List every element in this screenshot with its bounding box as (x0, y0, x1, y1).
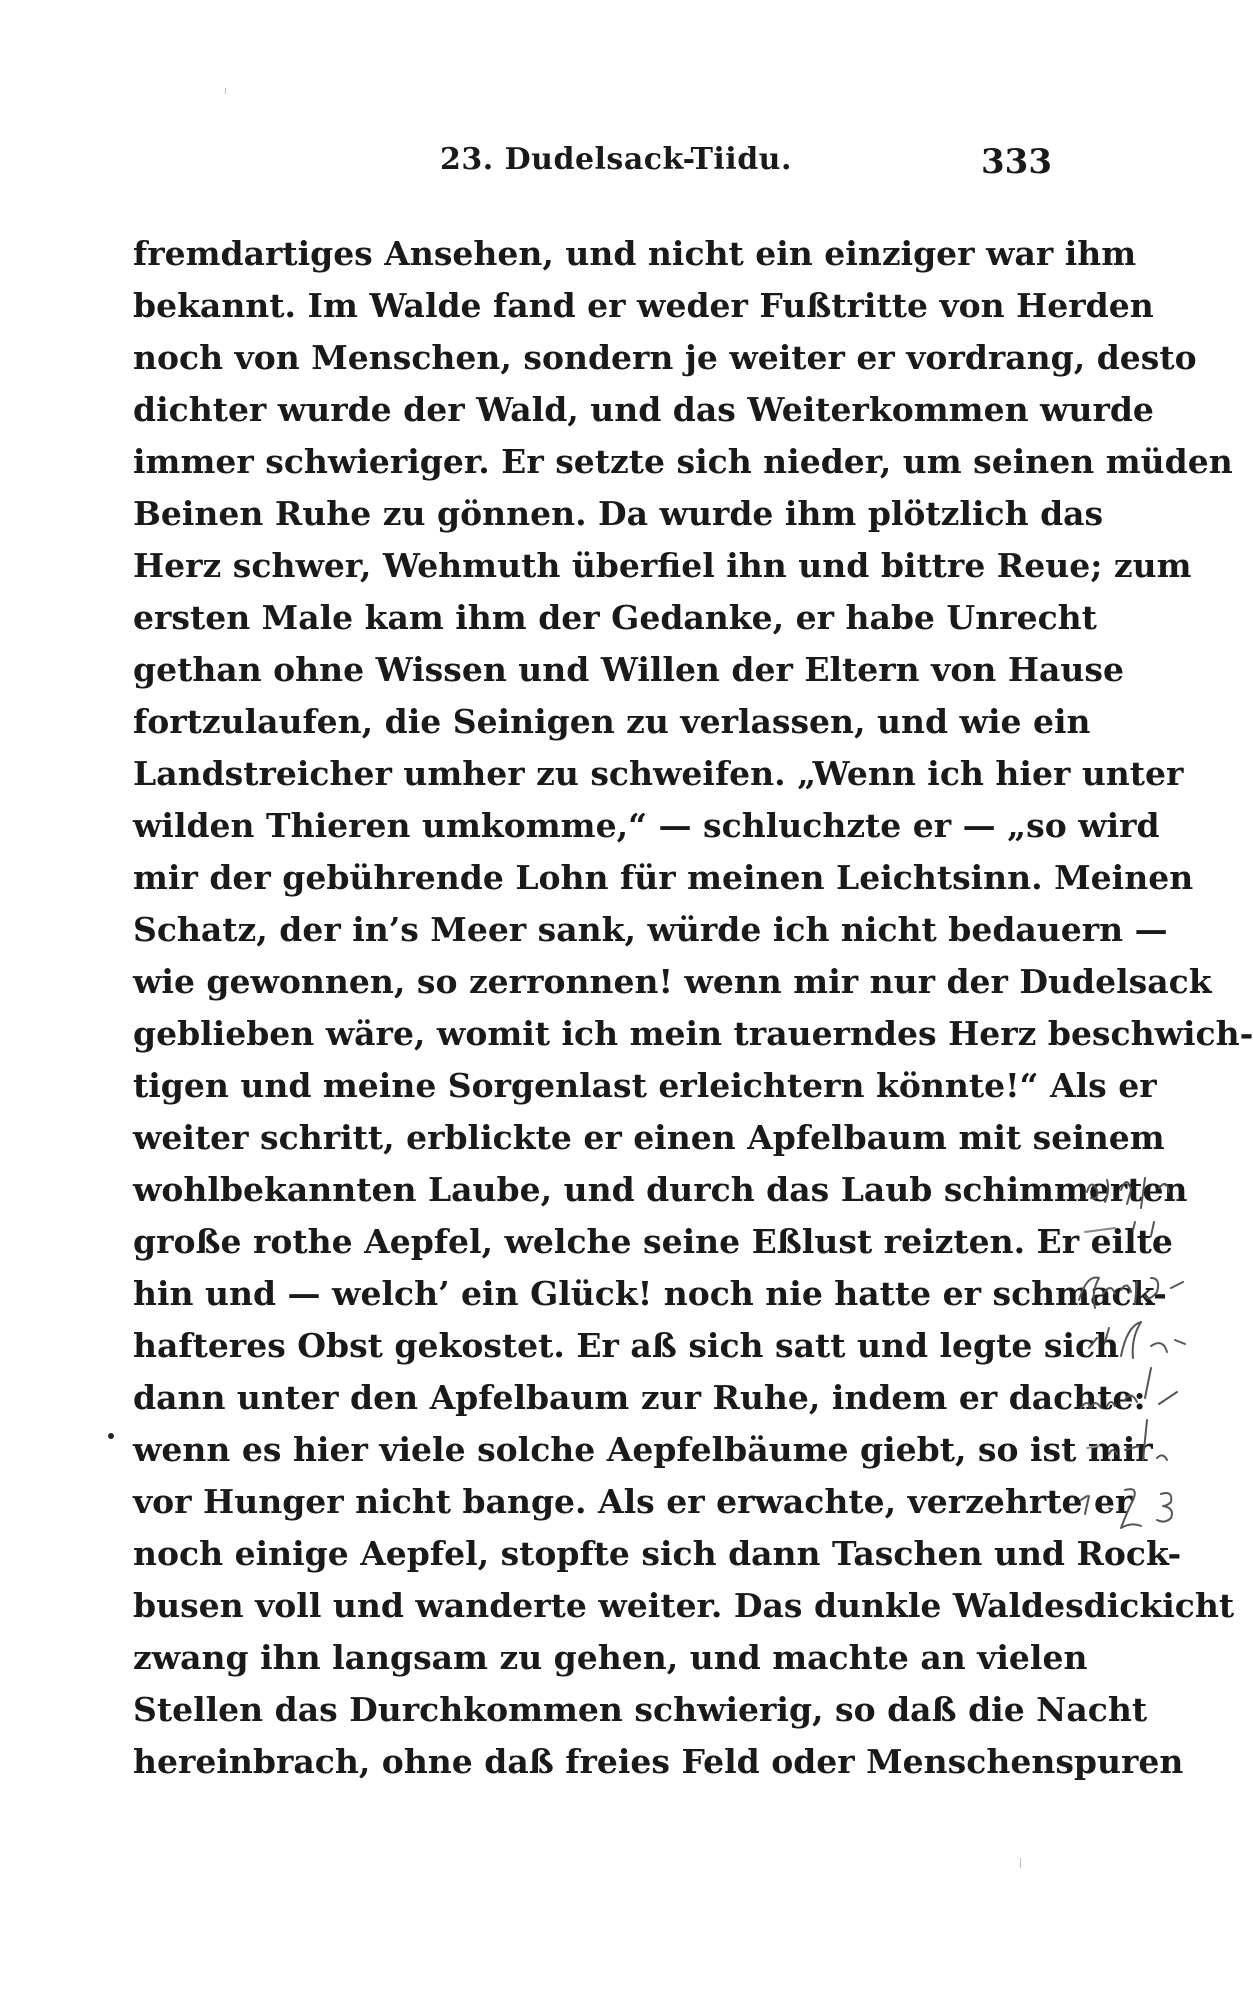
text-line: noch von Menschen, sondern je weiter er vordrang, desto (133, 338, 1197, 377)
text-line: bekannt. Im Walde fand er weder Fußtritte von Herden (133, 286, 1154, 325)
text-line: hin und — welch’ ein Glück! noch nie hatte er schmack- (133, 1274, 1167, 1313)
body-text (133, 228, 1253, 1788)
scan-speck (1020, 1858, 1021, 1868)
text-line: wilden Thieren umkomme,“ — schluchzte er — „so wird (133, 806, 1160, 845)
text-line: fremdartiges Ansehen, und nicht ein einziger war ihm (133, 234, 1137, 273)
scan-speck (225, 88, 226, 94)
page-number: 333 (981, 142, 1052, 182)
text-line: wohlbekannten Laube, und durch das Laub schimmerten (133, 1170, 1188, 1209)
text-line: Stellen das Durchkommen schwierig, so daß die Nacht (133, 1690, 1148, 1729)
chapter-title: 23. Dudelsack-Tiidu. (440, 142, 792, 177)
text-line: dann unter den Apfelbaum zur Ruhe, indem er dachte: (133, 1378, 1146, 1417)
text-line: Landstreicher umher zu schweifen. „Wenn ich hier unter (133, 754, 1184, 793)
text-line: wenn es hier viele solche Aepfelbäume giebt, so ist mir (133, 1430, 1153, 1469)
text-line: immer schwieriger. Er setzte sich nieder, um seinen müden (133, 442, 1233, 481)
text-line: Schatz, der in’s Meer sank, würde ich nicht bedauern — (133, 910, 1168, 949)
handwritten-annotation (1075, 1170, 1192, 1550)
text-line: weiter schritt, erblickte er einen Apfelbaum mit seinem (133, 1118, 1165, 1157)
text-line: noch einige Aepfel, stopfte sich dann Taschen und Rock- (133, 1534, 1182, 1573)
text-line: mir der gebührende Lohn für meinen Leichtsinn. Meinen (133, 858, 1194, 897)
text-line: vor Hunger nicht bange. Als er erwachte, verzehrte er (133, 1482, 1133, 1521)
text-line: tigen und meine Sorgenlast erleichtern könnte!“ Als er (133, 1066, 1157, 1105)
text-line: zwang ihn langsam zu gehen, und machte an vielen (133, 1638, 1088, 1677)
text-line: hereinbrach, ohne daß freies Feld oder Menschenspuren (133, 1742, 1184, 1781)
text-line: busen voll und wanderte weiter. Das dunkle Waldesdickicht (133, 1586, 1235, 1625)
text-line: hafteres Obst gekostet. Er aß sich satt und legte sich (133, 1326, 1120, 1365)
text-line: dichter wurde der Wald, und das Weiterkommen wurde (133, 390, 1154, 429)
text-line: Herz schwer, Wehmuth überfiel ihn und bittre Reue; zum (133, 546, 1192, 585)
running-header (130, 142, 1052, 192)
text-line: ersten Male kam ihm der Gedanke, er habe Unrecht (133, 598, 1097, 637)
text-line: große rothe Aepfel, welche seine Eßlust reizten. Er eilte (133, 1222, 1173, 1261)
text-line: wie gewonnen, so zerronnen! wenn mir nur der Dudelsack (133, 962, 1212, 1001)
text-line: fortzulaufen, die Seinigen zu verlassen, und wie ein (133, 702, 1091, 741)
text-line: gethan ohne Wissen und Willen der Eltern von Hause (133, 650, 1124, 689)
text-line: Beinen Ruhe zu gönnen. Da wurde ihm plötzlich das (133, 494, 1104, 533)
text-line: geblieben wäre, womit ich mein trauerndes Herz beschwich- (133, 1014, 1253, 1053)
margin-mark (108, 1433, 114, 1439)
